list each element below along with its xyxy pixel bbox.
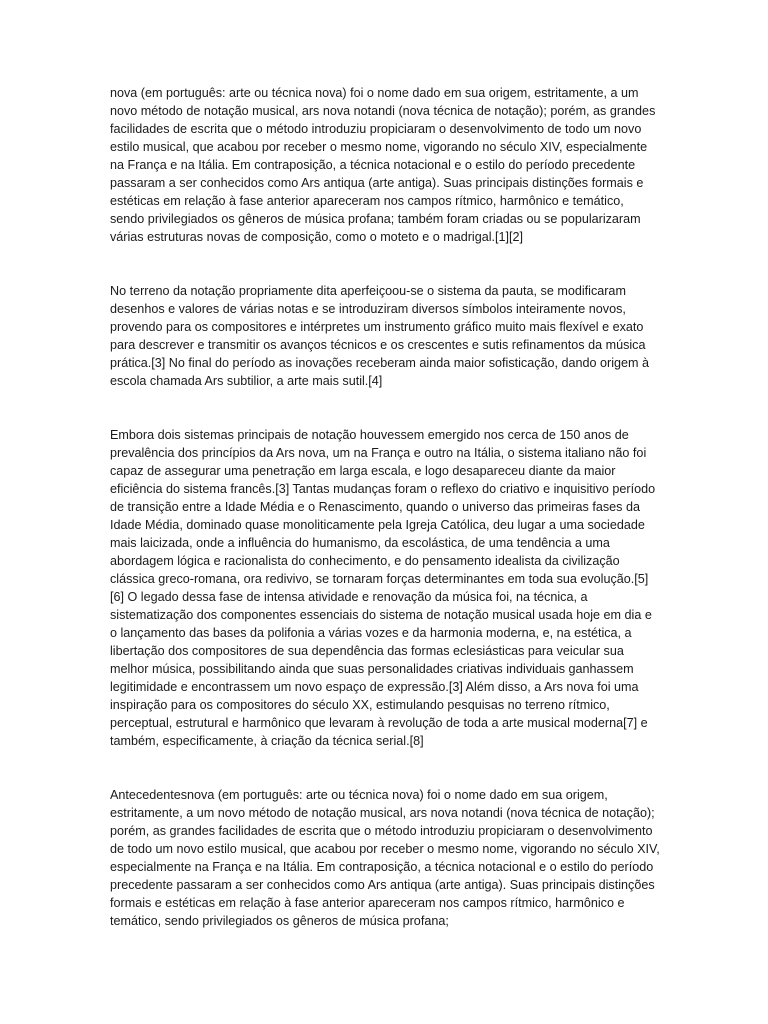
- document-page: [110, 84, 660, 930]
- paragraph-spacer: [110, 390, 660, 426]
- paragraph-notation-systems: Embora dois sistemas principais de notação houvessem emergido nos cerca de 150 anos de prevalência dos princípios da Ars nova, um na França e outro na Itália, o sistema italiano não foi capaz de assegurar uma penetração em larga escala, e logo desapareceu diante da maior eficiência do sistema francês.[3] Tantas mudanças foram o reflexo do criativo e inquisitivo período de transição entre a Idade Média e o Renascimento, quando o universo das primeiras fases da Idade Média, dominado quase monoliticamente pela Igreja Católica, deu lugar a uma sociedade mais laicizada, onde a influência do humanismo, da escolástica, de uma tendência a uma abordagem lógica e racionalista do conhecimento, e do pensamento idealista da civilização clássica greco-romana, ora redivivo, se tornaram forças determinantes em toda sua evolução.[5][6] O legado dessa fase de intensa atividade e renovação da música foi, na técnica, a sistematização dos componentes essenciais do sistema de notação musical usada hoje em dia e o lançamento das bases da polifonia a várias vozes e da harmonia moderna, e, na estética, a libertação dos compositores de sua dependência das formas eclesiásticas para veicular sua melhor música, possibilitando ainda que suas personalidades criativas individuais ganhassem legitimidade e encontrassem um novo espaço de expressão.[3] Além disso, a Ars nova foi uma inspiração para os compositores do século XX, estimulando pesquisas no terreno rítmico, perceptual, estrutural e harmônico que levaram à revolução de toda a arte musical moderna[7] e também, especificamente, à criação da técnica serial.[8]: [110, 428, 656, 748]
- paragraph-antecedentes: Antecedentesnova (em português: arte ou técnica nova) foi o nome dado em sua origem, estritamente, a um novo método de notação musical, ars nova notandi (nova técnica de notação); porém, as grandes facilidades de escrita que o método introduziu propiciaram o desenvolvimento de todo um novo estilo musical, que acabou por receber o mesmo nome, vigorando no século XIV, especialmente na França e na Itália. Em contraposição, a técnica notacional e o estilo do período precedente passaram a ser conhecidos como Ars antiqua (arte antiga). Suas principais distinções formais e estéticas em relação à fase anterior apareceram nos campos rítmico, harmônico e temático, sendo privilegiados os gêneros de música profana;: [110, 788, 660, 928]
- paragraph-spacer: [110, 750, 660, 786]
- paragraph-notation: No terreno da notação propriamente dita aperfeiçoou-se o sistema da pauta, se modificaram desenhos e valores de várias notas e se introduziram diversos símbolos inteiramente novos, provendo para os compositores e intérpretes um instrumento gráfico muito mais flexível e exato para descrever e transmitir os avanços técnicos e os crescentes e sutis refinamentos da música prática.[3] No final do período as inovações receberam ainda maior sofisticação, dando origem à escola chamada Ars subtilior, a arte mais sutil.[4]: [110, 284, 650, 388]
- paragraph-ars-nova-definition: nova (em português: arte ou técnica nova) foi o nome dado em sua origem, estritamente, a um novo método de notação musical, ars nova notandi (nova técnica de notação); porém, as grandes facilidades de escrita que o método introduziu propiciaram o desenvolvimento de todo um novo estilo musical, que acabou por receber o mesmo nome, vigorando no século XIV, especialmente na França e na Itália. Em contraposição, a técnica notacional e o estilo do período precedente passaram a ser conhecidos como Ars antiqua (arte antiga). Suas principais distinções formais e estéticas em relação à fase anterior apareceram nos campos rítmico, harmônico e temático, sendo privilegiados os gêneros de música profana; também foram criadas ou se popularizaram várias estruturas novas de composição, como o moteto e o madrigal.[1][2]: [110, 86, 656, 244]
- paragraph-spacer: [110, 246, 660, 282]
